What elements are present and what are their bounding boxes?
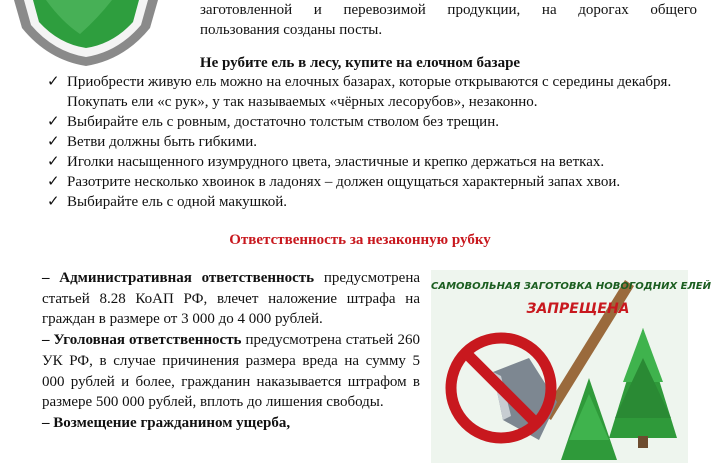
- list-item-text: Ветви должны быть гибкими.: [67, 134, 257, 150]
- illegal-logging-poster: [431, 270, 711, 463]
- list-item: [47, 152, 697, 172]
- intro-paragraph: [200, 0, 697, 40]
- responsibility-text: [42, 268, 420, 434]
- checkmark-icon: ✓: [47, 74, 60, 90]
- dash: –: [42, 414, 50, 431]
- list-item: [47, 192, 697, 212]
- list-item-text: Разотрите несколько хвоинок в ладонях – должен ощущаться характерный запах хвои.: [67, 174, 621, 190]
- fir-tree-icon: [609, 328, 677, 448]
- admin-text: предусмотрена статьей 8.28 КоАП РФ, влечет наложение штрафа на граждан в размере от 3 000 до 4 000 рублей.: [42, 270, 421, 328]
- poster-illustration: [431, 270, 711, 463]
- small-fir-tree-icon: [561, 378, 617, 460]
- criminal-term: Уголовная ответственность: [53, 332, 242, 349]
- intro-line-1: заготовленной и перевозимой продукции, на дорогах общего: [200, 2, 697, 18]
- criminal-paragraph: [42, 330, 420, 413]
- list-item-text: Выбирайте ель с одной макушкой.: [67, 194, 288, 210]
- list-item: [47, 172, 697, 192]
- list-item: [47, 132, 697, 152]
- dash: –: [42, 332, 50, 349]
- poster-title: САМОВОЛЬНАЯ ЗАГОТОВКА НОВОГОДНИХ ЕЛЕЙ: [431, 281, 711, 292]
- list-item: [47, 72, 697, 112]
- checkmark-icon: ✓: [47, 114, 60, 130]
- responsibility-heading: Ответственность за незаконную рубку: [229, 232, 491, 248]
- tips-heading: Не рубите ель в лесу, купите на елочном базаре: [199, 55, 521, 71]
- list-item-text: Иголки насыщенного изумрудного цвета, эластичные и крепко держаться на ветках.: [67, 154, 605, 170]
- list-item: [47, 112, 697, 132]
- compensation-term: Возмещение гражданином ущерба,: [53, 414, 291, 431]
- list-item-text: Выбирайте ель с ровным, достаточно толстым стволом без трещин.: [67, 114, 499, 130]
- intro-line-2: пользования созданы посты.: [200, 22, 383, 38]
- checkmark-icon: ✓: [47, 194, 60, 210]
- checkmark-icon: ✓: [47, 134, 60, 150]
- checkmark-icon: ✓: [47, 174, 60, 190]
- checkmark-icon: ✓: [47, 154, 60, 170]
- dash: –: [42, 270, 50, 286]
- admin-paragraph: [42, 268, 420, 330]
- compensation-paragraph: [42, 413, 420, 434]
- poster-warning: ЗАПРЕЩЕНА: [526, 301, 630, 317]
- criminal-text: предусмотрена статьей 260 УК РФ, в случае причинения размера вреда на сумму 5 000 рублей и более, гражданин наказывается штрафом в размере 500 000 рублей, вплоть до лишения свободы.: [42, 332, 420, 411]
- list-item-text: Приобрести живую ель можно на елочных базарах, которые открываются с середины декабря. Покупать ели «с рук», у так называемых «чёрных лесорубов», незаконно.: [67, 74, 672, 110]
- admin-term: Административная ответственность: [59, 270, 315, 286]
- tips-checklist: [47, 72, 697, 212]
